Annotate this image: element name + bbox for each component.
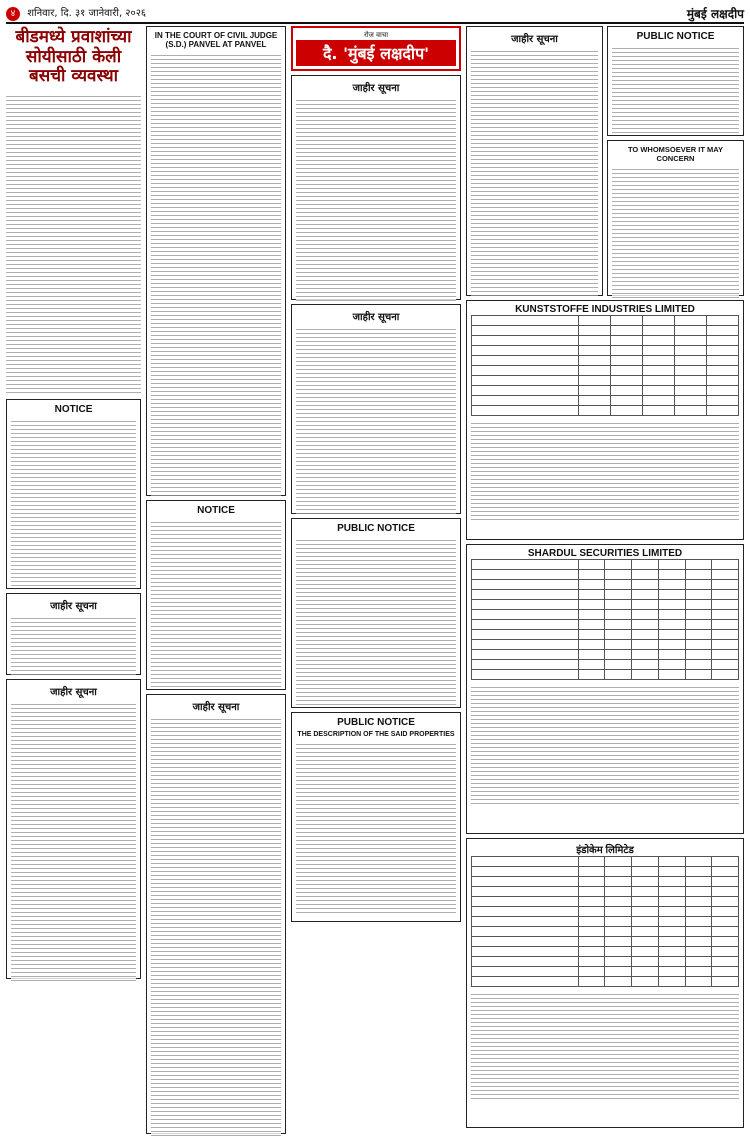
column-1 (6, 26, 141, 1144)
public-notice-title-2: PUBLIC NOTICE (337, 717, 415, 728)
marathi-notice-title-6: जाहीर सूचना (511, 34, 558, 45)
indokem-table (471, 856, 739, 987)
marathi-notice-title-3: जाहीर सूचना (192, 702, 240, 713)
kunststoffe-notes (471, 420, 739, 520)
lead-headline: बीडमध्ये प्रवाशांच्या सोयीसाठी केली बसची व्यवस्था (15, 27, 132, 87)
marathi-notice-ad-3 (146, 694, 286, 1134)
notice-title-2: NOTICE (197, 505, 235, 516)
shardul-company: SHARDUL SECURITIES LIMITED (527, 548, 683, 559)
shardul-results-ad (466, 544, 744, 834)
notice-title: NOTICE (54, 403, 93, 415)
top-row (466, 26, 744, 300)
lead-story-body (6, 93, 141, 393)
banner-small-text: रोज वाचा (363, 31, 389, 39)
notice-body (11, 418, 136, 588)
column-2 (146, 26, 286, 1144)
public-notice-ad-1 (291, 518, 461, 708)
banner-big-text: दै. 'मुंबई लक्षदीप' (296, 40, 456, 66)
public-notice-body-3 (612, 45, 739, 135)
brand-name: मुंबई लक्षदीप (686, 6, 744, 21)
page-number: ४ (6, 7, 20, 21)
indokem-notes (471, 991, 739, 1101)
marathi-notice-ad-6 (466, 26, 603, 296)
public-notice-body (296, 537, 456, 707)
marathi-notice-title: जाहीर सूचना (50, 600, 97, 612)
marathi-notice-ad-1 (6, 593, 141, 675)
marathi-notice-body-6 (471, 48, 598, 296)
notice-ad-2 (146, 500, 286, 690)
marathi-notice-ad-5 (291, 304, 461, 514)
indokem-results-ad (466, 838, 744, 1128)
marathi-notice-body-2 (11, 701, 136, 981)
public-notice-title-3: PUBLIC NOTICE (636, 31, 715, 42)
header-left (6, 5, 146, 21)
rojvacha-banner (291, 26, 461, 71)
marathi-notice-title-4: जाहीर सूचना (352, 83, 400, 94)
public-notice-ad-3 (607, 26, 744, 136)
marathi-notice-body-4 (296, 97, 456, 302)
shardul-table (471, 559, 739, 680)
public-notice-title: PUBLIC NOTICE (337, 523, 415, 534)
kunststoffe-table (471, 315, 739, 416)
marathi-notice-title-5: जाहीर सूचना (352, 312, 400, 323)
page-columns (6, 26, 744, 1144)
to-whom-ad (607, 140, 744, 296)
marathi-notice-ad-2 (6, 679, 141, 979)
indokem-company: इंडोकेम लिमिटेड (576, 845, 634, 856)
court-notice-ad (146, 26, 286, 496)
marathi-notice-body (11, 615, 136, 677)
court-notice-title: IN THE COURT OF CIVIL JUDGE (S.D.) PANVEL AT PANVEL (154, 31, 278, 49)
marathi-notice-body-3 (151, 716, 281, 1136)
public-notice-ad-2 (291, 712, 461, 922)
right-stack (607, 26, 744, 300)
notice-ad-1 (6, 399, 141, 589)
description-title: THE DESCRIPTION OF THE SAID PROPERTIES (297, 731, 455, 738)
court-notice-body (151, 52, 281, 497)
marathi-notice-ad-4 (291, 75, 461, 300)
page-header (6, 4, 744, 24)
kunststoffe-company: KUNSTSTOFFE INDUSTRIES LIMITED (515, 304, 695, 315)
notice-body-2 (151, 519, 281, 689)
shardul-notes (471, 684, 739, 804)
public-notice-body-2 (296, 741, 456, 916)
column-4 (466, 26, 744, 1144)
kunststoffe-results-ad (466, 300, 744, 540)
date-line: शनिवार, दि. ३१ जानेवारी, २०२६ (27, 8, 147, 19)
to-whom-body (612, 166, 739, 298)
column-3 (291, 26, 461, 1144)
marathi-notice-title-2: जाहीर सूचना (50, 686, 97, 698)
marathi-notice-body-5 (296, 326, 456, 516)
to-whom-title: TO WHOMSOEVER IT MAY CONCERN (627, 145, 723, 163)
